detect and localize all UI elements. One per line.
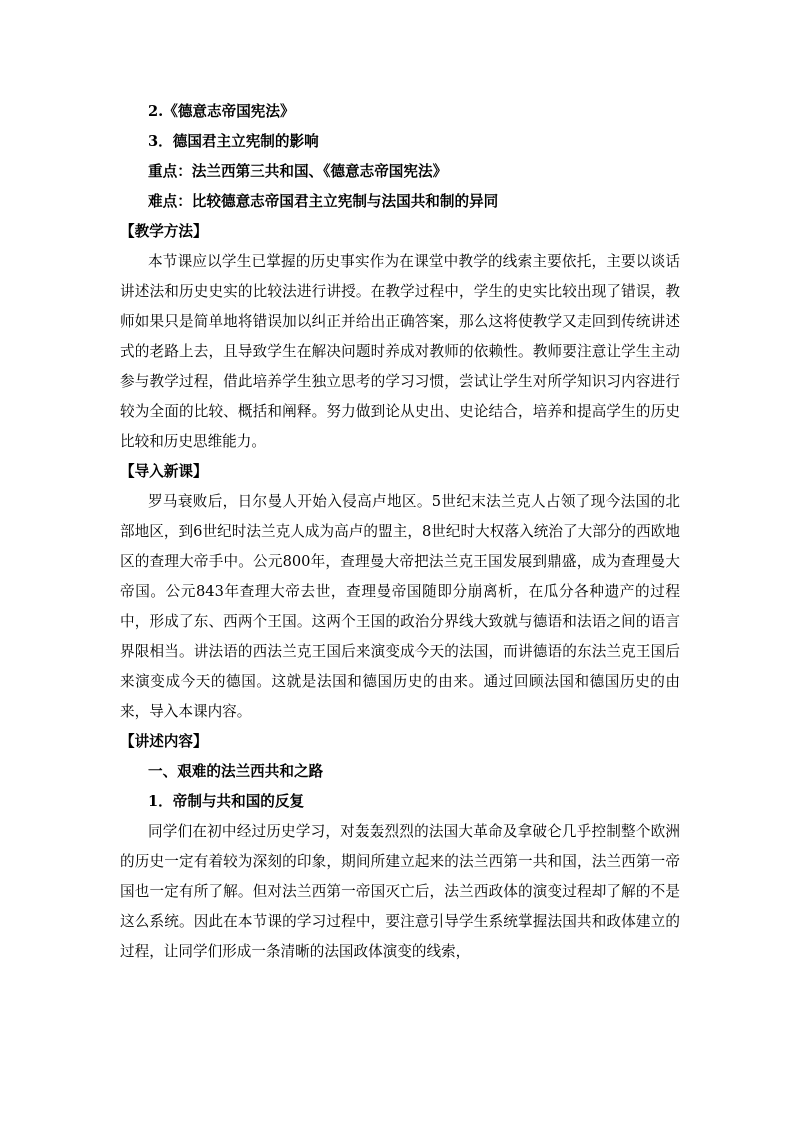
paragraph-teaching-method: 本节课应以学生已掌握的历史事实作为在课堂中教学的线索主要依托，主要以谈话讲述法和历史史实的比较法进行讲授。在教学过程中，学生的史实比较出现了错误，教师如果只是简单地将错误加以纠正并给出正确答案，那么这将使教学又走回到传统讲述式的老路上去，且导致学生在解决问题时养成对教师的依赖性。教师要注意让学生主动参与教学过程，借此培养学生独立思考的学习习惯，尝试让学生对所学知识习内容进行较为全面的比较、概括和阐释。努力做到论从史出、史论结合，培养和提高学生的历史比较和历史思维能力。 [120,253,680,450]
heading-level-2: 1．帝制与共和国的反复 [148,793,305,810]
key-points: 重点：法兰西第三共和国、《德意志帝国宪法》 [148,163,448,180]
document-body [120,97,680,967]
heading-level-1: 一、艰难的法兰西共和之路 [148,763,324,780]
outline-item-3: 3．德国君主立宪制的影响 [148,133,319,150]
section-teaching-method: 【教学方法】 [120,223,208,240]
section-introduction: 【导入新课】 [120,463,208,480]
paragraph-introduction: 罗马衰败后，日尔曼人开始入侵高卢地区。5世纪末法兰克人占领了现今法国的北部地区，到6世纪时法兰克人成为高卢的盟主，8世纪时大权落入统治了大部分的西欧地区的查理大帝手中。公元800年，查理曼大帝把法兰克王国发展到鼎盛，成为查理曼大帝国。公元843年查理大帝去世，查理曼帝国随即分崩离析，在瓜分各种遗产的过程中，形成了东、西两个王国。这两个王国的政治分界线大致就与德语和法语之间的语言界限相当。讲法语的西法兰克王国后来演变成今天的法国，而讲德语的东法兰克王国后来演变成今天的德国。这就是法国和德国历史的由来。通过回顾法国和德国历史的由来，导入本课内容。 [120,493,680,720]
paragraph-lecture-content: 同学们在初中经过历史学习，对轰轰烈烈的法国大革命及拿破仑几乎控制整个欧洲的历史一定有着较为深刻的印象，期间所建立起来的法兰西第一共和国，法兰西第一帝国也一定有所了解。但对法兰西第一帝国灭亡后，法兰西政体的演变过程却了解的不是这么系统。因此在本节课的学习过程中，要注意引导学生系统掌握法国共和政体建立的过程，让同学们形成一条清晰的法国政体演变的线索， [120,823,680,960]
outline-item-2: 2.《德意志帝国宪法》 [148,103,295,120]
section-lecture-content: 【讲述内容】 [120,733,208,750]
difficult-points: 难点：比较德意志帝国君主立宪制与法国共和制的异同 [148,193,499,210]
